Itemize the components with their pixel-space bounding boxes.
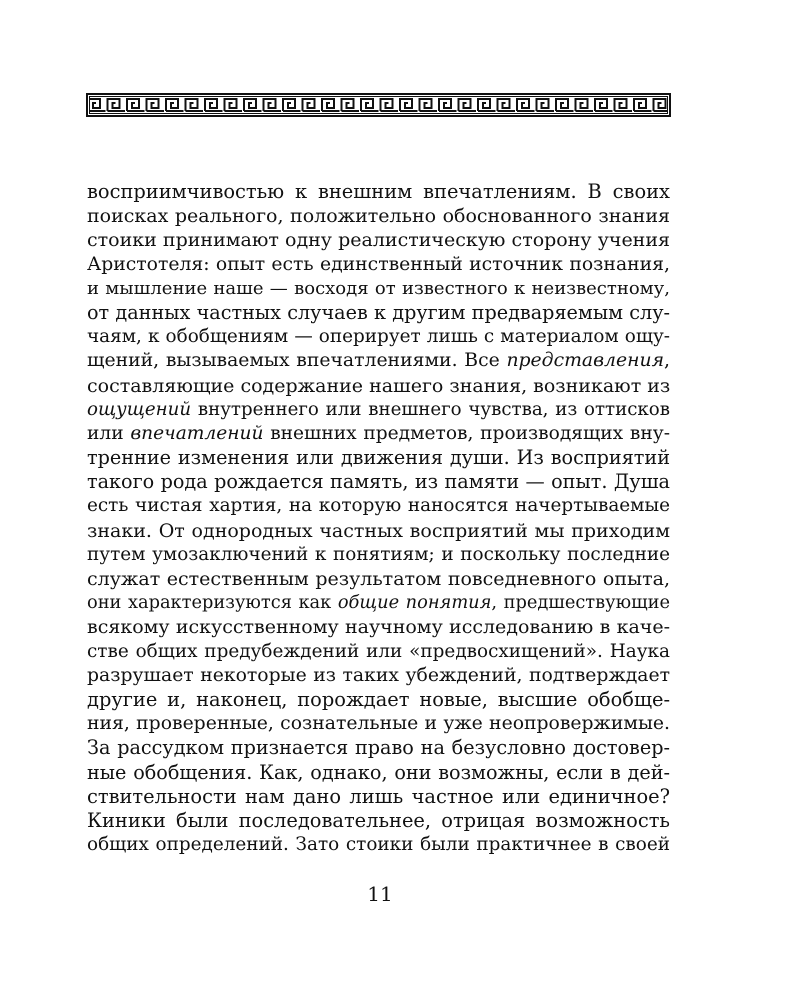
text-line [87,736,670,760]
text-line [87,228,670,252]
text-line [87,615,670,639]
text-segment: Аристотеля: опыт есть единственный источник познания, [87,253,670,275]
text-segment: внешних предметов, производящих вну- [263,422,670,444]
text-segment: ния, проверенные, сознательные и уже неопровержимые. [87,713,670,735]
text-line [87,785,670,809]
text-segment: от данных частных случаев к другим предваряемым слу- [87,300,670,324]
text-segment: служат естественным результатом повседневного опыта, [87,568,670,590]
text-line [87,494,670,518]
text-segment: ствительности нам дано лишь частное или единичное? [87,784,670,808]
text-segment: стоики принимают одну реалистическую сторону учения [87,229,670,252]
text-segment: внутреннего или внешнего чувства, из оттисков [191,398,670,420]
text-line [87,446,670,470]
text-segment: и мышление наше — восходя от известного к неизвестному, [87,277,670,299]
text-segment: путем умозаключений к понятиям; и поскольку последние [87,543,670,565]
text-segment: чаям, к обобщениям — оперирует лишь с материалом ощу- [87,326,670,348]
text-segment: Киники были последовательнее, отрицая возможность [87,808,670,832]
text-line [87,253,670,277]
text-line [87,398,670,422]
text-line [87,833,670,857]
text-segment: щений, вызываемых впечатлениями. Все [87,350,507,372]
text-line [87,325,670,349]
text-segment: восприимчивостью к внешним впечатлениям. В своих [87,180,670,203]
text-line [87,809,670,833]
text-segment: стве общих предубеждений или «предвосхищений». Наука [87,640,670,662]
italic-term: впечатлений [130,422,264,444]
text-line [87,277,670,301]
text-line [87,712,670,736]
text-line [87,349,670,373]
text-line [87,567,670,591]
greek-key-border-ornament [86,93,671,117]
text-segment: такого рода рождается память, из памяти — опыт. Душа [87,470,670,494]
page-number: 11 [367,882,393,906]
text-line [87,204,670,228]
text-line [87,688,670,712]
text-line [87,543,670,567]
text-segment: знаки. От однородных частных восприятий мы приходим [87,519,670,542]
text-line [87,761,670,785]
text-line [87,664,670,688]
text-line [87,470,670,494]
text-line [87,640,670,664]
text-segment: , предшествующие [491,592,670,614]
text-line [87,519,670,543]
text-segment: За рассудком признается право на безусловно достовер- [87,736,670,760]
text-segment: составляющие содержание нашего знания, возникают из [87,374,670,397]
italic-term: ощущений [87,398,192,420]
text-segment: общих определений. Зато стоики были практичнее в своей [87,834,670,856]
text-line [87,374,670,398]
text-line [87,422,670,446]
text-segment: есть чистая хартия, на которую наносятся начертываемые [87,495,670,517]
text-line [87,180,670,204]
text-line [87,301,670,325]
text-segment: всякому искусственному научному исследованию в каче- [87,616,670,639]
text-segment: они характеризуются как [87,592,338,614]
text-segment: ные обобщения. Как, однако, они возможны, если в дей- [87,760,670,784]
text-line [87,591,670,615]
text-segment: или [87,422,131,444]
text-segment: другие и, наконец, порождает новые, высшие обобще- [87,687,670,711]
body-text [87,180,670,857]
text-segment: разрушает некоторые из таких убеждений, подтверждает [87,664,670,686]
italic-term: общие понятия [337,592,492,614]
italic-term: представления [506,350,665,372]
text-segment: , [664,350,670,372]
text-segment: поисках реального, положительно обоснованного знания [87,205,670,228]
text-segment: тренние изменения или движения души. Из восприятий [87,446,670,470]
